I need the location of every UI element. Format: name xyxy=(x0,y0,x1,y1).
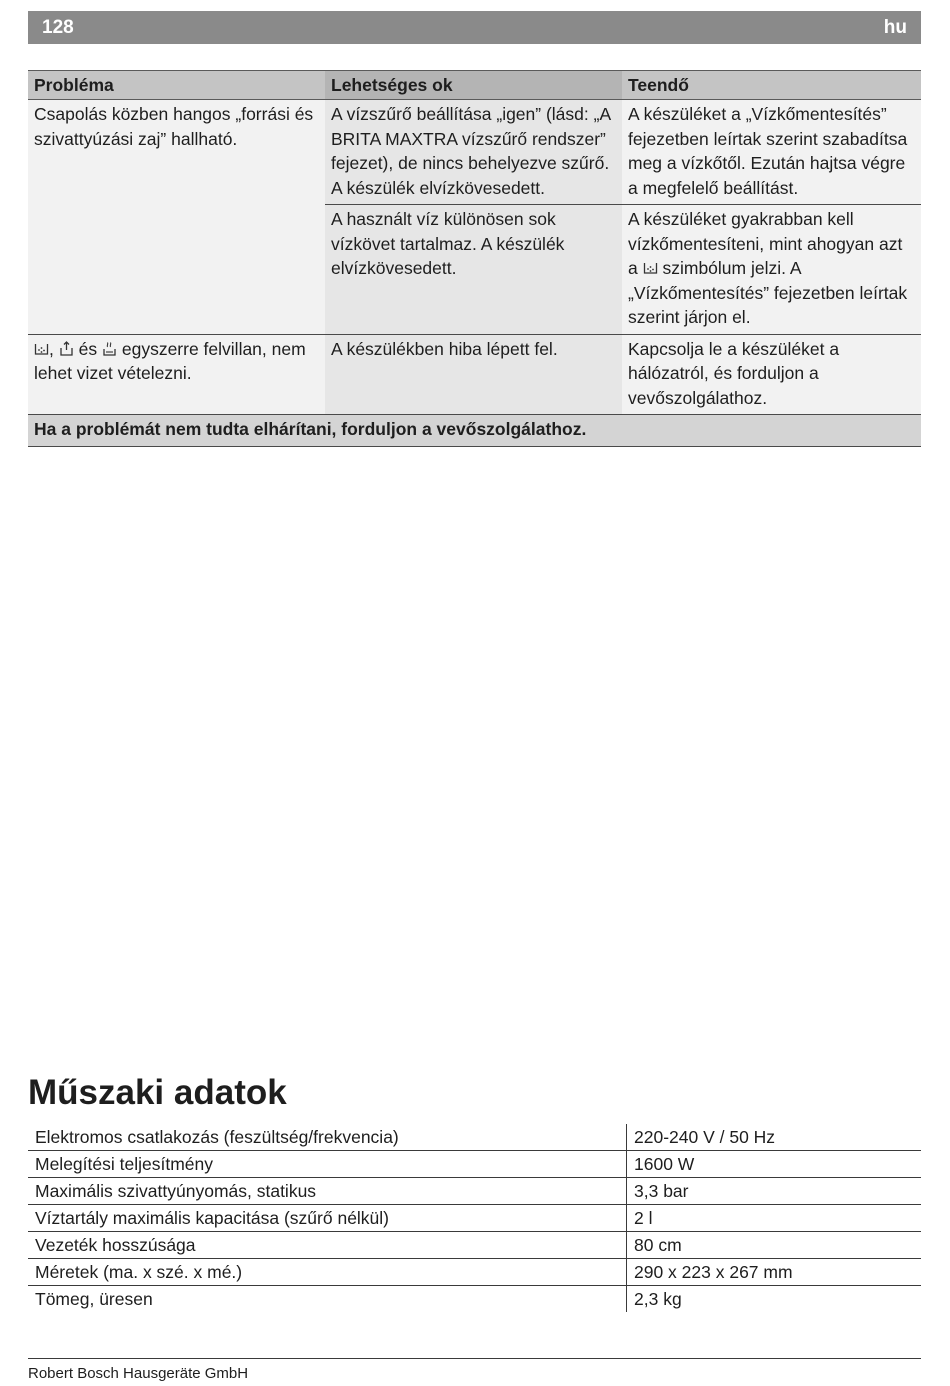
spec-label: Maximális szivattyúnyomás, statikus xyxy=(28,1178,627,1205)
table-row xyxy=(28,1124,921,1151)
table-row xyxy=(28,334,921,415)
descale-icon xyxy=(34,341,49,356)
page-header-bar xyxy=(28,11,921,44)
problem-cell xyxy=(28,334,325,415)
footer-divider xyxy=(28,1358,921,1359)
table-row xyxy=(28,1151,921,1178)
spec-label: Víztartály maximális kapacitása (szűrő nélkül) xyxy=(28,1205,627,1232)
problem-cell: Csapolás közben hangos „forrási és szivattyúzási zaj” hallható. xyxy=(28,100,325,335)
spec-value: 290 x 223 x 267 mm xyxy=(627,1259,922,1286)
problem-text: egyszerre felvillan, nem lehet vizet vételezni. xyxy=(34,338,306,383)
remedy-cell: Kapcsolja le a készüléket a hálózatról, és forduljon a vevőszolgálathoz. xyxy=(622,334,921,415)
spec-value: 2 l xyxy=(627,1205,922,1232)
support-note: Ha a problémát nem tudta elhárítani, forduljon a vevőszolgálathoz. xyxy=(28,415,921,447)
page-number: 128 xyxy=(42,17,74,38)
table-row xyxy=(28,100,921,205)
remedy-text-before: A készüléket gyakrabban kell vízkőmentesíteni, mint ahogyan azt a xyxy=(628,209,903,278)
spec-label: Tömeg, üresen xyxy=(35,1288,153,1309)
specs-table xyxy=(28,1124,921,1312)
spec-value: 2,3 kg xyxy=(627,1286,922,1313)
header-cause: Lehetséges ok xyxy=(325,71,622,100)
troubleshooting-table xyxy=(28,70,921,447)
hot-water-icon xyxy=(59,341,74,356)
table-footer-row xyxy=(28,415,921,447)
table-header-row xyxy=(28,71,921,100)
spec-label: Melegítési teljesítmény xyxy=(28,1151,627,1178)
spec-value: 220-240 V / 50 Hz xyxy=(627,1124,922,1151)
header-problem: Probléma xyxy=(28,71,325,100)
cause-cell: A használt víz különösen sok vízkövet tartalmaz. A készülék elvízkövesedett. xyxy=(325,205,622,335)
cause-cell: A készülékben hiba lépett fel. xyxy=(325,334,622,415)
spec-label: Elektromos csatlakozás (feszültség/frekvencia) xyxy=(28,1124,627,1151)
remedy-cell: A készüléket a „Vízkőmentesítés” fejezetben leírtak szerint szabadítsa meg a vízkőtől. Ezután hajtsa végre a megfelelő beállítást. xyxy=(622,100,921,205)
steam-icon xyxy=(102,341,117,356)
problem-and-text: és xyxy=(78,338,98,359)
table-row xyxy=(28,1178,921,1205)
table-row xyxy=(28,1205,921,1232)
spec-label: Méretek (ma. x szé. x mé.) xyxy=(28,1259,627,1286)
company-name: Robert Bosch Hausgeräte GmbH xyxy=(28,1365,249,1382)
descale-icon xyxy=(643,260,658,275)
header-remedy: Teendő xyxy=(622,71,921,100)
table-row xyxy=(28,1259,921,1286)
spec-value: 80 cm xyxy=(627,1232,922,1259)
remedy-cell xyxy=(622,205,921,335)
spec-value: 3,3 bar xyxy=(627,1178,922,1205)
table-row xyxy=(28,1286,921,1313)
table-row xyxy=(28,1232,921,1259)
spec-value: 1600 W xyxy=(627,1151,922,1178)
spec-label: Vezeték hosszúsága xyxy=(28,1232,627,1259)
section-title: Műszaki adatok xyxy=(28,1073,287,1112)
remedy-text-after: szimbólum jelzi. A „Vízkőmentesítés” fejezetben leírtak szerint járjon el. xyxy=(628,258,908,327)
cause-cell: A vízszűrő beállítása „igen” (lásd: „A BRITA MAXTRA vízszűrő rendszer” fejezet), de nincs behelyezve szűrő. A készülék elvízkövesedett. xyxy=(325,100,622,205)
problem-separator: , xyxy=(49,338,54,359)
language-code: hu xyxy=(883,17,907,38)
